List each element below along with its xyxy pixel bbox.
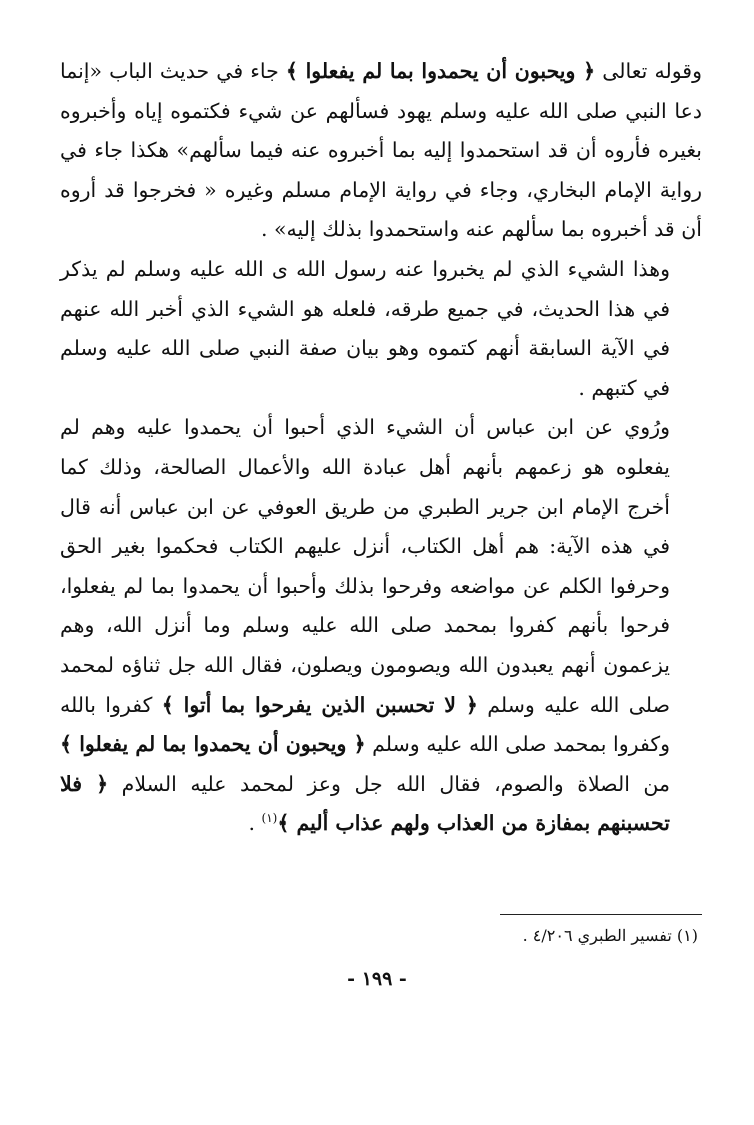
text-segment: وقوله تعالى: [595, 59, 702, 83]
footnote: (١) تفسير الطبري ٤/٢٠٦ .: [522, 926, 698, 945]
text-segment: من الصلاة والصوم، فقال الله جل وعز لمحمد عليه السلام: [108, 771, 670, 796]
text-segment: كفروا بالله وكفروا بمحمد صلى الله عليه وسلم: [60, 692, 670, 757]
text-segment: وهذا الشيء الذي لم يخبروا عنه رسول الله ى الله عليه وسلم لم يذكر في هذا الحديث، في جميع طرقه، فلعله هو الشيء الذي أخبر الله عنهم في الآية السابقة أنهم كتموه وهو بيان صفة النبي صلى الله عليه وسلم في كتبهم .: [60, 256, 670, 400]
text-segment: .: [248, 811, 262, 836]
page-number: - ١٩٩ -: [347, 968, 407, 990]
quran-verse: ﴿ فلا تحسبنهم بمفازة من العذاب ولهم عذاب أليم ﴾: [60, 771, 670, 836]
quran-verse: ﴿ ويحبون أن يحمدوا بما لم يفعلوا ﴾: [285, 59, 596, 83]
footnote-divider: [500, 914, 702, 915]
footnote-reference[interactable]: (١): [261, 811, 278, 826]
paragraph-2: [60, 250, 702, 408]
text-segment: ورُوي عن ابن عباس أن الشيء الذي أحبوا أن يحمدوا عليه وهم لم يفعلوه هو زعمهم بأنهم أهل عبادة الله والأعمال الصالحة، وذلك كما أخرج الإمام ابن جرير الطبري من طريق العوفي عن ابن عباس أنه قال في هذه الآية: هم أهل الكتاب، أنزل عليهم الكتاب فحكموا بغير الحق وحرفوا الكلم عن مواضعه وفرحوا بذلك وأحبوا أن يحمدوا بما لم يفعلوا، فرحوا بأنهم كفروا بمحمد صلى الله عليه وسلم وما أنزل الله، وهم يزعمون أنهم يعبدون الله ويصومون ويصلون، فقال الله جل ثناؤه لمحمد صلى الله عليه وسلم: [60, 415, 670, 717]
paragraph-1: [60, 52, 702, 250]
quran-verse: ﴿ ويحبون أن يحمدوا بما لم يفعلوا ﴾: [60, 732, 366, 757]
page-body: [60, 52, 702, 844]
quran-verse: ﴿ لا تحسبن الذين يفرحوا بما أتوا ﴾: [161, 692, 478, 717]
text-segment: جاء في حديث الباب «إنما دعا النبي صلى الله عليه وسلم يهود فسألهم عن شيء فكتموه إياه وأخبروه بغيره فأروه أن قد استحمدوا إليه بما أخبروه عنه فيما سألهم» هكذا جاء في رواية الإمام البخاري، وجاء في رواية الإمام مسلم وغيره « فخرجوا قد أروه أن قد أخبروه بما سألهم عنه واستحمدوا بذلك إليه» .: [60, 59, 702, 242]
paragraph-3: [60, 408, 702, 844]
